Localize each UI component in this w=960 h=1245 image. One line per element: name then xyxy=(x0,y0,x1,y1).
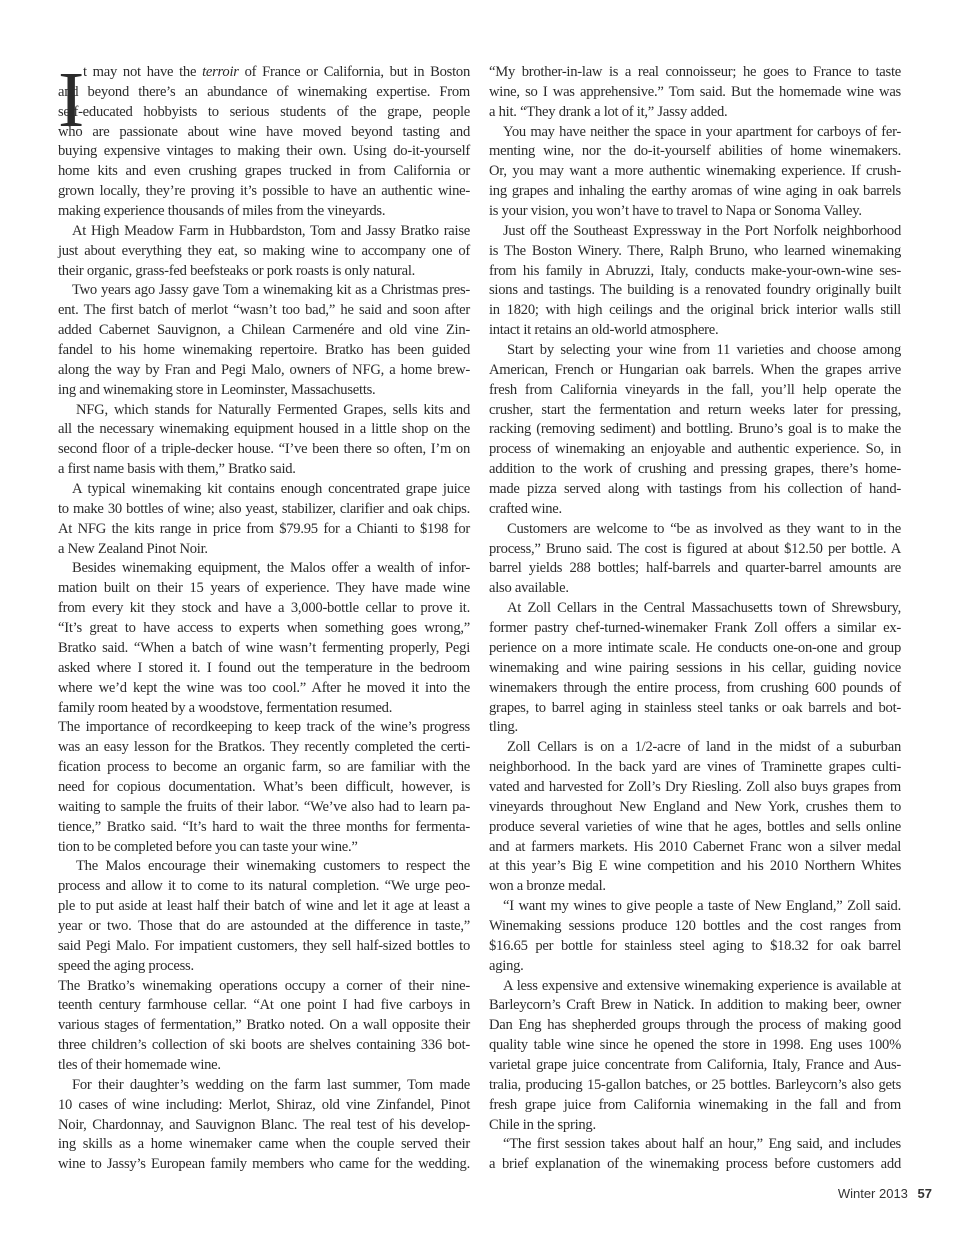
text-line: The importance of recordkeeping to keep track of the wine’s progress xyxy=(58,719,470,736)
text-line: in 1820; with high ceilings and the original brick interior walls still xyxy=(489,302,901,319)
text-line: neighborhood. In the back yard are vines of Traminette grapes culti- xyxy=(489,759,901,776)
text-line: ing and winemaking store in Leominster, Massachusetts. xyxy=(58,381,376,398)
text-line: a hit. “They drank a lot of it,” Jassy added. xyxy=(489,103,728,120)
text-line: made pizza served along with tastings from his collection of hand- xyxy=(489,481,901,498)
text-line: wine, so I was apprehensive.” Tom said. But the homemade wine was xyxy=(489,83,901,100)
text-line: former pastry chef-turned-winemaker Frank Zoll offers a similar ex- xyxy=(489,620,901,637)
text-line: second floor of a triple-decker house. “I’ve been there so often, I’m on xyxy=(58,441,470,458)
paragraph xyxy=(489,520,901,599)
paragraph xyxy=(58,559,470,718)
text-line: said Pegi Malo. For impatient customers, they sell half-sized bottles to xyxy=(58,937,470,954)
text-line: three children’s collection of ski boots are shelves containing 336 bot- xyxy=(58,1037,470,1054)
text-line: home kits and even crushing grapes trucked in from California or xyxy=(58,163,470,180)
text-line: quality table wine since he opened the store in 1998. Eng uses 100% xyxy=(489,1037,901,1054)
text-line: to make 30 bottles of wine; also yeast, stabilizer, clarifier and oak chips. xyxy=(58,500,470,517)
text-line: who are passionate about wine have moved beyond tasting and xyxy=(58,123,470,140)
text-line: tion to be completed before you can taste your wine.” xyxy=(58,838,358,855)
text-line: family room heated by a woodstove, fermentation resumed. xyxy=(58,699,393,716)
paragraph xyxy=(58,977,470,1076)
paragraph xyxy=(489,341,901,520)
text-line: ple to put aside at least half their batch of wine and let it age at least a xyxy=(58,898,470,915)
text-line: asked where I stored it. I found out the temperature in the bedroom xyxy=(58,659,470,676)
text-line: “My brother-in-law is a real connoisseur; he goes to France to taste xyxy=(489,64,901,80)
text-line: process and allow it to come to its natural completion. “We urge peo- xyxy=(58,878,470,895)
text-line: 10 cases of wine including: Merlot, Shiraz, old vine Zinfandel, Pinot xyxy=(58,1096,470,1113)
text-line: winemakers through the entire process, from crushing 600 pounds of xyxy=(489,679,901,696)
text-line: barrel yields 288 bottles; half-barrels and quarter-barrel amounts are xyxy=(489,560,901,577)
text-line: a New Zealand Pinot Noir. xyxy=(58,540,208,557)
text-line: from his family in Abruzzi, Italy, conducts make-your-own-wine ses- xyxy=(489,262,901,279)
text-line: Chile in the spring. xyxy=(489,1116,596,1133)
text-line: need for copious documentation. What’s been difficult, however, is xyxy=(58,778,470,795)
text-line: speed the aging process. xyxy=(58,957,194,974)
text-line: added Cabernet Sauvignon, a Chilean Carmenére and old vine Zin- xyxy=(58,322,470,339)
right-column xyxy=(489,63,901,1175)
text-line: where we’d kept the wine was too cool.” After he moved it into the xyxy=(58,679,470,696)
text-line: just about everything they eat, so making wine to accompany one of xyxy=(58,242,470,259)
paragraph xyxy=(489,63,901,123)
emphasis: terroir xyxy=(202,64,239,80)
text-line: various stages of fermentation,” Bratko noted. On a wall opposite their xyxy=(58,1017,470,1034)
text-line: “The first session takes about half an hour,” Eng said, and includes xyxy=(503,1136,901,1153)
paragraph xyxy=(489,599,901,738)
text-line: vated and harvested for Zoll’s Dry Riesling. Zoll also buys grapes from xyxy=(489,778,901,795)
text-line: buying expensive vintages to making their own. Using do-it-yourself xyxy=(58,143,470,160)
text-line: along the way by Fran and Pegi Malo, owners of NFG, a home brew- xyxy=(58,361,470,378)
text-line: Customers are welcome to “be as involved as they want to in the xyxy=(507,520,901,537)
text-line: Barleycorn’s Craft Brew in Natick. In addition to making beer, owner xyxy=(489,997,901,1014)
text-line: ing skills as a home winemaker came when the couple served their xyxy=(58,1136,470,1153)
text-line: and at farmers markets. His 2010 Cabernet Franc won a silver medal xyxy=(489,838,901,855)
text-line: process of winemaking an enjoyable and authentic experience. So, in xyxy=(489,441,901,458)
issue-label: Winter 2013 xyxy=(837,1186,908,1201)
paragraph xyxy=(58,401,470,480)
text-line: year or two. Those that do are astounded at the difference in taste,” xyxy=(58,917,470,934)
paragraph xyxy=(58,1076,470,1175)
text-line: making experience thousands of miles from the vineyards. xyxy=(58,203,386,220)
text-line: produce several varieties of wine that he ages, bottles and sells online xyxy=(489,818,901,835)
text-line: a brief explanation of the winemaking process before customers add xyxy=(489,1156,901,1173)
text-line: a first name basis with them,” Bratko said. xyxy=(58,461,296,478)
text-line: from every kit they stock and have a 3,000-bottle cellar to prove it. xyxy=(58,600,470,617)
text-line: menting wine, nor the do-it-yourself abilities of home winemakers. xyxy=(489,143,901,160)
text-line: aging. xyxy=(489,957,524,974)
text-line: won a bronze medal. xyxy=(489,878,606,895)
text-line: A less expensive and extensive winemaking experience is available at xyxy=(503,977,901,994)
text-line: t may not have the terroir of France or California, but in Boston xyxy=(83,64,470,80)
text-line: fresh from California vineyards in the fall, you’ll help operate the xyxy=(489,381,901,398)
text-line: At NFG the kits range in price from $79.95 for a Chianti to $198 for xyxy=(58,520,470,537)
text-line: teenth century farmhouse cellar. “At one point I had five carboys in xyxy=(58,997,470,1014)
paragraph xyxy=(58,718,470,857)
text-line: crusher, start the fermentation and return weeks later for pressing, xyxy=(489,401,901,418)
text-line: You may have neither the space in your apartment for carboys of fer- xyxy=(503,123,901,140)
text-line: $16.65 per bottle for stainless steel aging to $18.32 for oak barrel xyxy=(489,937,901,954)
text-line: also available. xyxy=(489,580,569,597)
text-line: For their daughter’s wedding on the farm last summer, Tom made xyxy=(72,1076,470,1093)
text-line: “I want my wines to give people a taste of New England,” Zoll said. xyxy=(503,898,901,915)
text-line: NFG, which stands for Naturally Fermented Grapes, sells kits and xyxy=(76,401,470,418)
text-line: self-educated hobbyists to serious students of the grape, people xyxy=(58,103,470,120)
text-line: addition to the work of crushing and pressing grapes, there’s home- xyxy=(489,461,901,478)
text-line: varietal grape juice concentrate from California, Italy, France and Aus- xyxy=(489,1056,901,1073)
text-line: The Malos encourage their winemaking customers to respect the xyxy=(76,858,470,875)
paragraph xyxy=(58,857,470,976)
page-number: 57 xyxy=(917,1186,932,1201)
text-line: A typical winemaking kit contains enough concentrated grape juice xyxy=(72,481,470,498)
text-line: their organic, grass-fed beefsteaks or pork roasts is only natural. xyxy=(58,262,416,279)
text-line: waiting to sample the fruits of their labor. “We’ve also had to learn pa- xyxy=(58,798,470,815)
paragraph xyxy=(489,123,901,222)
paragraph xyxy=(489,977,901,1136)
paragraph xyxy=(58,480,470,559)
text-line: winemaking and wine pairing sessions in his cellar, guiding novice xyxy=(489,659,901,676)
text-line: is your vision, you won’t have to travel to Napa or Sonoma Valley. xyxy=(489,203,862,220)
text-line: Besides winemaking equipment, the Malos offer a wealth of infor- xyxy=(72,560,470,577)
text-line: At Zoll Cellars in the Central Massachusetts town of Shrewsbury, xyxy=(507,600,901,617)
text-line: tience,” Bratko said. “It’s hard to wait the three months for fermenta- xyxy=(58,818,470,835)
text-line: Bratko said. “When a batch of wine wasn’t fermenting properly, Pegi xyxy=(58,639,470,656)
text-line: and beyond there’s an abundance of winemaking expertise. From xyxy=(58,83,470,100)
text-line: perience on a more intimate scale. He conducts one-on-one and group xyxy=(489,639,901,656)
text-line: tles of their homemade wine. xyxy=(58,1056,221,1073)
paragraph xyxy=(58,222,470,282)
text-line: Dan Eng has shepherded groups through the process of making good xyxy=(489,1017,901,1034)
paragraph xyxy=(58,281,470,400)
text-line: Winemaking sessions produce 120 bottles and the cost ranges from xyxy=(489,917,901,934)
text-line: fication process to become an organic farm, so are familiar with the xyxy=(58,759,470,776)
text-line: wine to Jassy’s European family members who came for the wedding. xyxy=(58,1156,470,1173)
text-line: Zoll Cellars is on a 1/2-acre of land in the midst of a suburban xyxy=(507,739,901,756)
text-line: at this year’s Big E wine competition and his 2010 Northern Whites xyxy=(489,858,901,875)
left-column xyxy=(58,57,470,1175)
drop-cap: I xyxy=(58,57,85,144)
text-line: fandel to his home winemaking repertoire. Bratko has been guided xyxy=(58,342,470,359)
text-line: Noir, Chardonnay, and Sauvignon Blanc. The real test of his develop- xyxy=(58,1116,470,1133)
paragraph xyxy=(489,897,901,976)
text-line: racking (removing sediment) and bottling. Bruno’s goal is to make the xyxy=(489,421,901,438)
text-line: fresh grape juice from California winemaking in the fall and from xyxy=(489,1096,901,1113)
text-line: was an easy lesson for the Bratkos. They recently completed the certi- xyxy=(58,739,470,756)
text-line: American, French or Hungarian oak barrels. When the grapes arrive xyxy=(489,361,901,378)
text-line: is The Boston Winery. There, Ralph Bruno, who learned winemaking xyxy=(489,242,901,259)
text-line: Start by selecting your wine from 11 varieties and choose among xyxy=(507,342,901,359)
page-footer xyxy=(838,1186,932,1201)
text-line: The Bratko’s winemaking operations occupy a corner of their nine- xyxy=(58,977,470,994)
text-line: intact it retains an old-world atmosphere. xyxy=(489,322,719,339)
text-line: Two years ago Jassy gave Tom a winemaking kit as a Christmas pres- xyxy=(72,282,470,299)
paragraph xyxy=(58,57,470,222)
text-line: ent. The first batch of merlot “wasn’t too bad,” he said and soon after xyxy=(58,302,470,319)
text-line: tralia, producing 15-gallon batches, or 25 bottles. Barleycorn’s also gets xyxy=(489,1076,901,1093)
text-line: sions and tastings. The building is a renovated foundry originally built xyxy=(489,282,901,299)
text-line: “It’s great to have access to experts when something goes wrong,” xyxy=(58,620,470,637)
paragraph xyxy=(489,1135,901,1175)
paragraph xyxy=(489,738,901,897)
text-line: process,” Bruno said. The cost is figured at about $12.50 per bottle. A xyxy=(489,540,901,557)
text-line: tling. xyxy=(489,719,518,736)
text-line: crafted wine. xyxy=(489,500,562,517)
text-line: Or, you may want a more authentic winemaking experience. If crush- xyxy=(489,163,901,180)
text-line: Just off the Southeast Expressway in the Port Norfolk neighborhood xyxy=(503,222,901,239)
text-line: ing grapes and inhaling the earthy aromas of wine aging in oak barrels xyxy=(489,183,901,200)
text-line: grown locally, they’re proving it’s possible to have an authentic wine- xyxy=(58,183,470,200)
text-line: vineyards throughout New England and New York, crushes them to xyxy=(489,798,901,815)
text-line: At High Meadow Farm in Hubbardston, Tom and Jassy Bratko raise xyxy=(72,222,470,239)
text-line: all the necessary winemaking equipment housed in a little shop on the xyxy=(58,421,470,438)
text-line: mation built on their 15 years of experience. They have made wine xyxy=(58,580,470,597)
text-line: grapes, to barrel aging in stainless steel tanks or oak barrels and bot- xyxy=(489,699,901,716)
paragraph xyxy=(489,222,901,341)
